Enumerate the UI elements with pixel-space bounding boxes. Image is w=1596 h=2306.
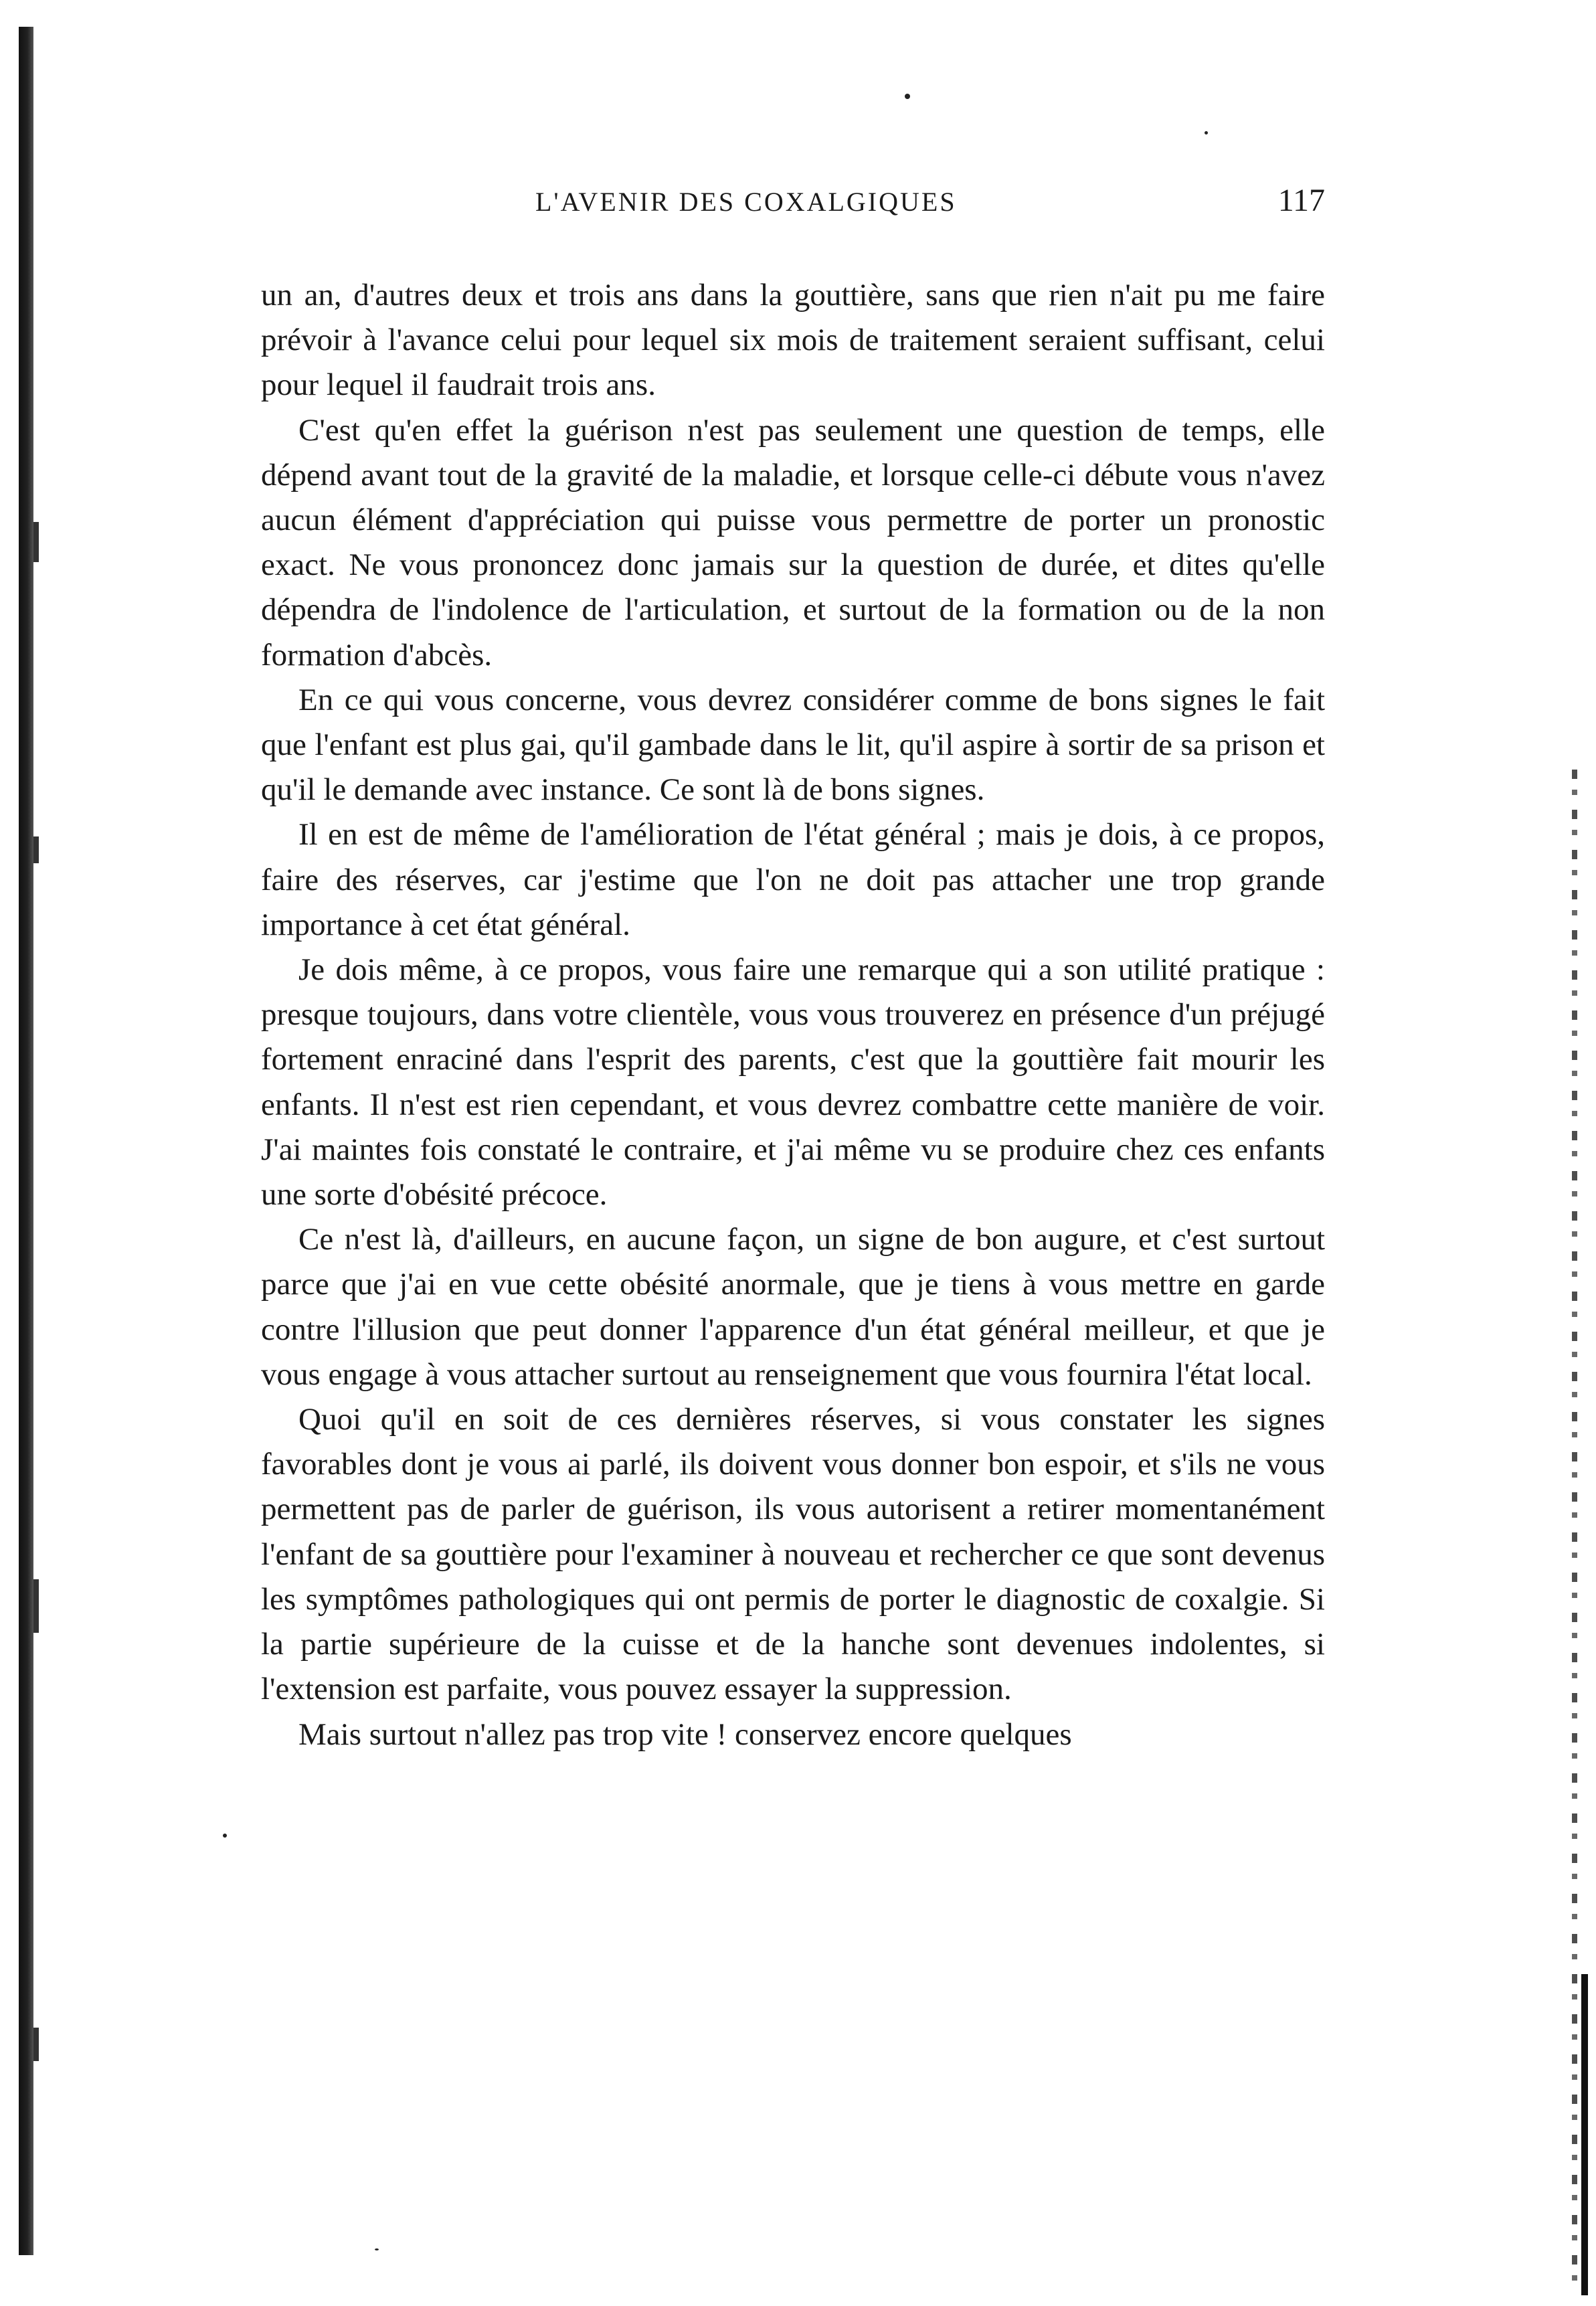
running-title: L'AVENIR DES COXALGIQUES — [535, 187, 957, 217]
page-number: 117 — [1277, 183, 1325, 218]
binding-mark — [33, 1579, 39, 1633]
page-header — [261, 183, 1325, 233]
binding-mark — [33, 836, 39, 863]
ink-speck — [905, 94, 910, 99]
body-text — [261, 273, 1325, 1757]
ink-speck — [223, 1834, 227, 1838]
ink-speck — [1205, 131, 1208, 135]
page-edge-shadow — [1581, 1974, 1588, 2295]
binding-edge-shadow — [19, 27, 33, 2255]
paragraph: Je dois même, à ce propos, vous faire une remarque qui a son utilité pratique : presque toujours, dans votre clientèle, vous vous trouverez en présence d'un préjugé fortement enraciné dans l'esprit des parents, c'est que la gouttière fait mourir les enfants. Il n'est est rien cependant, et vous devrez combattre cette manière de voir. J'ai maintes fois constaté le contraire, et j'ai même vu se produire chez ces enfants une sorte d'obésité précoce. — [261, 952, 1325, 1213]
binding-mark — [33, 2028, 39, 2061]
paragraph: Quoi qu'il en soit de ces dernières réserves, si vous constater les signes favorables dont je vous ai parlé, ils doivent vous donner bon espoir, et s'ils ne vous permettent pas de parler de guérison, ils vous autorisent a retirer momentanément l'enfant de sa gouttière pour l'examiner à nouveau et rechercher ce que sont devenus les symptômes pathologiques qui ont permis de porter le diagnostic de coxalgie. Si la partie supérieure de la cuisse et de la hanche sont devenues indolentes, si l'extension est parfaite, vous pouvez essayer la suppression. — [261, 1402, 1325, 1707]
binding-mark — [33, 522, 39, 562]
paragraph-last-line: Mais surtout n'allez pas trop vite ! conservez encore quelques — [298, 1716, 1072, 1752]
ink-speck — [375, 2248, 379, 2250]
paragraph: En ce qui vous concerne, vous devrez considérer comme de bons signes le fait que l'enfant est plus gai, qu'il gambade dans le lit, qu'il aspire à sortir de sa prison et qu'il le demande avec instance. Ce sont là de bons signes. — [261, 682, 1325, 808]
page-edge-shadow — [1572, 770, 1577, 2289]
paragraph: Il en est de même de l'amélioration de l'état général ; mais je dois, à ce propos, faire des réserves, car j'estime que l'on ne doit pas attacher une trop grande importance à cet état général. — [261, 817, 1325, 942]
paragraph: Ce n'est là, d'ailleurs, en aucune façon, un signe de bon augure, et c'est surtout parce que j'ai en vue cette obésité anormale, que je tiens à vous mettre en garde contre l'illusion que peut donner l'apparence d'un état général meilleur, et que je vous engage à vous attacher surtout au renseignement que vous fournira l'état local. — [261, 1222, 1325, 1392]
paragraph: C'est qu'en effet la guérison n'est pas seulement une question de temps, elle dépend avant tout de la gravité de la maladie, et lorsque celle-ci débute vous n'avez aucun élément d'appréciation qui puisse vous permettre de porter un pronostic exact. Ne vous prononcez donc jamais sur la question de durée, et dites qu'elle dépendra de l'indolence de l'articulation, et surtout de la formation ou de la non formation d'abcès. — [261, 412, 1325, 673]
paragraph: un an, d'autres deux et trois ans dans la gouttière, sans que rien n'ait pu me faire prévoir à l'avance celui pour lequel six mois de traitement seraient suffisant, celui pour lequel il faudrait trois ans. — [261, 278, 1325, 403]
